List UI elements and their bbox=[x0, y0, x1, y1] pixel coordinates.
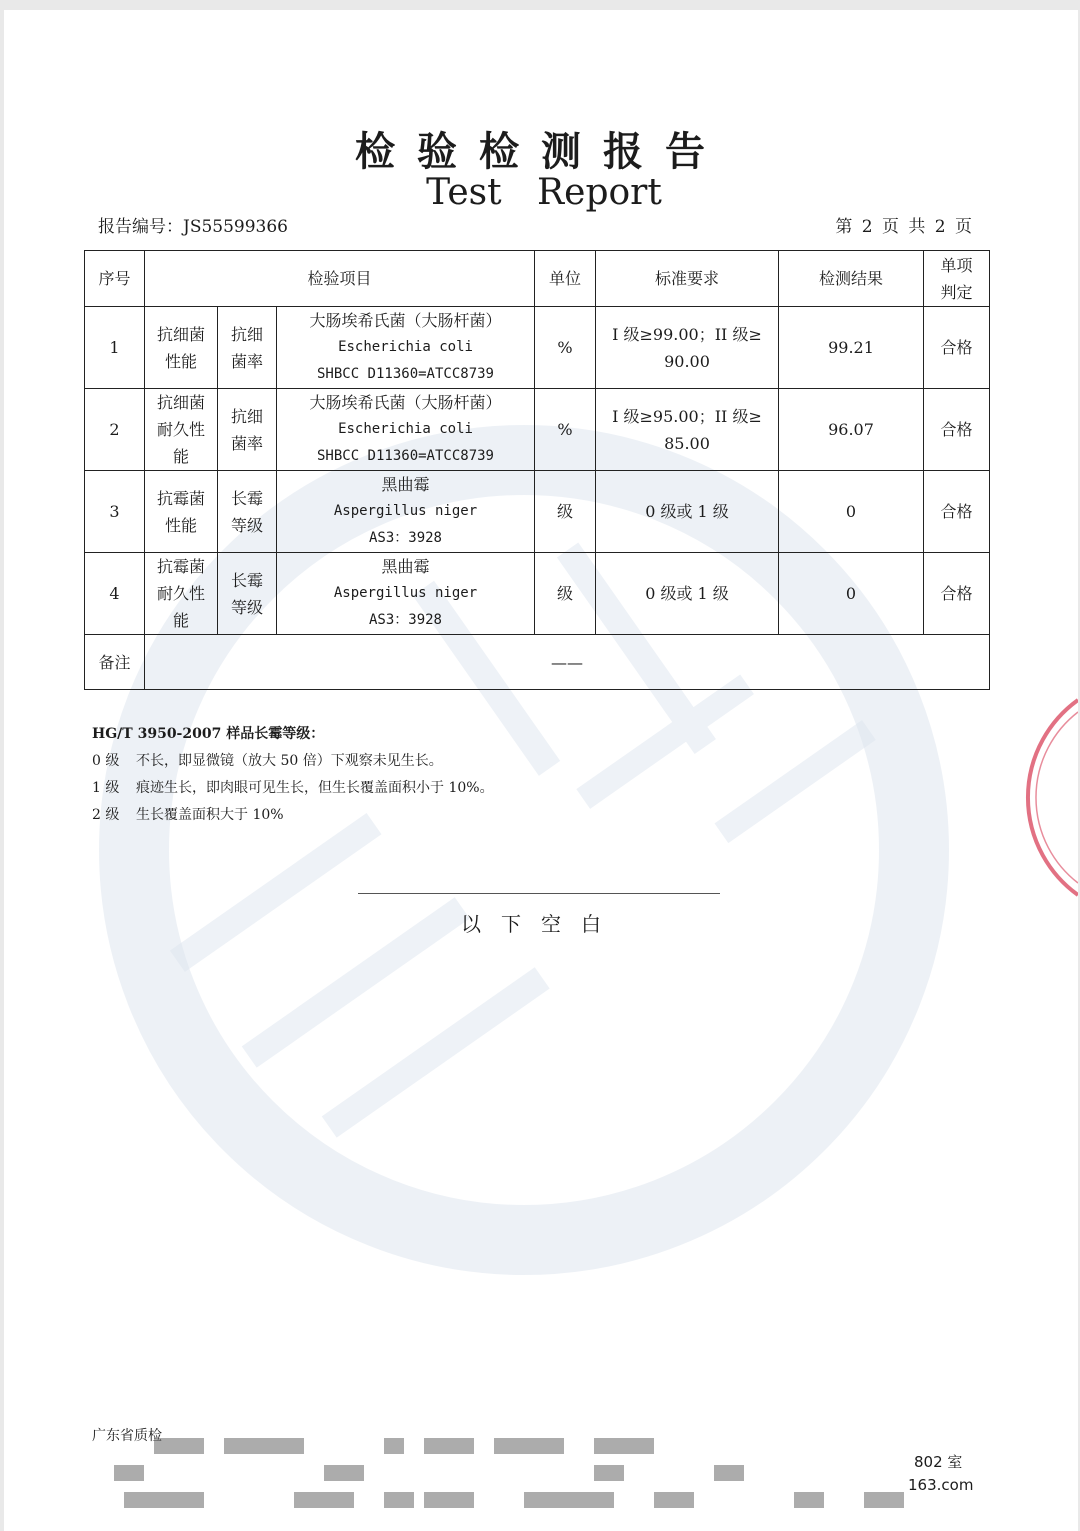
header-standard: 标准要求 bbox=[596, 251, 779, 307]
row-unit: % bbox=[535, 389, 596, 471]
row-organism: 黑曲霉 Aspergillus niger AS3：3928 bbox=[277, 471, 535, 553]
table-row bbox=[85, 389, 990, 471]
row-seq: 4 bbox=[85, 553, 145, 635]
header-unit: 单位 bbox=[535, 251, 596, 307]
row-category: 抗细菌 耐久性 能 bbox=[145, 389, 218, 471]
footer-email: 163.com bbox=[908, 1476, 974, 1494]
table-row bbox=[85, 307, 990, 389]
row-category: 抗霉菌 耐久性 能 bbox=[145, 553, 218, 635]
row-organism: 大肠埃希氏菌（大肠杆菌） Escherichia coli SHBCC D11360=ATCC8739 bbox=[277, 389, 535, 471]
header-item: 检验项目 bbox=[145, 251, 535, 307]
row-standard: I 级≥95.00；II 级≥ 85.00 bbox=[596, 389, 779, 471]
row-result: 96.07 bbox=[779, 389, 924, 471]
header-judge: 单项 判定 bbox=[924, 251, 990, 307]
red-stamp-edge bbox=[1018, 690, 1078, 910]
report-page bbox=[4, 10, 1078, 1531]
remark-row bbox=[85, 635, 990, 690]
grade-item: 2 级 生长覆盖面积大于 10% bbox=[92, 807, 284, 823]
row-subitem: 长霉 等级 bbox=[218, 471, 277, 553]
row-standard: I 级≥99.00；II 级≥ 90.00 bbox=[596, 307, 779, 389]
grade-standard-title: HG/T 3950-2007 样品长霉等级： bbox=[92, 726, 325, 742]
row-result: 99.21 bbox=[779, 307, 924, 389]
row-unit: 级 bbox=[535, 553, 596, 635]
row-subitem: 抗细 菌率 bbox=[218, 389, 277, 471]
row-seq: 1 bbox=[85, 307, 145, 389]
page-indicator: 第 2 页 共 2 页 bbox=[835, 217, 974, 237]
blank-below-text: 以下空白 bbox=[461, 912, 621, 936]
grade-item: 1 级 痕迹生长，即肉眼可见生长，但生长覆盖面积小于 10%。 bbox=[92, 780, 494, 796]
redacted-footer-blur bbox=[94, 1430, 914, 1530]
table-row bbox=[85, 471, 990, 553]
table-header-row bbox=[85, 251, 990, 307]
footer-room: 802 室 bbox=[914, 1453, 963, 1471]
header-seq: 序号 bbox=[85, 251, 145, 307]
report-title: 检验检测报告 bbox=[355, 128, 727, 175]
row-subitem: 抗细 菌率 bbox=[218, 307, 277, 389]
row-result: 0 bbox=[779, 471, 924, 553]
row-judge: 合格 bbox=[924, 553, 990, 635]
grade-item: 0 级 不长，即显微镜（放大 50 倍）下观察未见生长。 bbox=[92, 753, 443, 769]
row-judge: 合格 bbox=[924, 307, 990, 389]
remark-label: 备注 bbox=[85, 635, 145, 690]
row-judge: 合格 bbox=[924, 471, 990, 553]
results-table bbox=[84, 250, 990, 690]
row-standard: 0 级或 1 级 bbox=[596, 553, 779, 635]
row-seq: 3 bbox=[85, 471, 145, 553]
row-organism: 黑曲霉 Aspergillus niger AS3：3928 bbox=[277, 553, 535, 635]
watermark-seal bbox=[4, 10, 1078, 1531]
footer-company: 广东省质检 bbox=[92, 1428, 162, 1444]
row-unit: % bbox=[535, 307, 596, 389]
row-category: 抗霉菌 性能 bbox=[145, 471, 218, 553]
report-number: 报告编号：JS55599366 bbox=[98, 217, 288, 237]
remark-value: —— bbox=[145, 635, 990, 690]
row-organism: 大肠埃希氏菌（大肠杆菌） Escherichia coli SHBCC D11360=ATCC8739 bbox=[277, 307, 535, 389]
row-category: 抗细菌 性能 bbox=[145, 307, 218, 389]
blank-divider bbox=[358, 893, 720, 894]
row-judge: 合格 bbox=[924, 389, 990, 471]
report-title-english: Test Report bbox=[426, 172, 662, 213]
row-result: 0 bbox=[779, 553, 924, 635]
header-result: 检测结果 bbox=[779, 251, 924, 307]
row-subitem: 长霉 等级 bbox=[218, 553, 277, 635]
row-seq: 2 bbox=[85, 389, 145, 471]
row-unit: 级 bbox=[535, 471, 596, 553]
row-standard: 0 级或 1 级 bbox=[596, 471, 779, 553]
table-row bbox=[85, 553, 990, 635]
